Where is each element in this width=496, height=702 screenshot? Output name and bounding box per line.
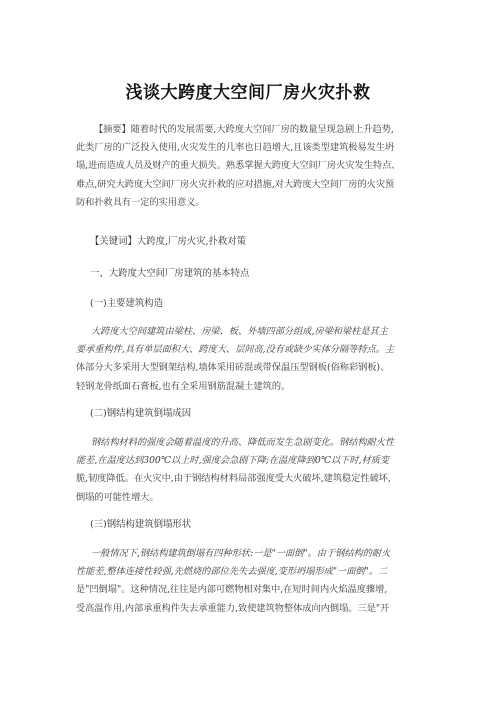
collapse-cause-paragraph	[76, 434, 436, 507]
paragraph-line: 倒塌的可能性增大。	[76, 491, 159, 503]
paragraph-line: 受高温作用,内部承重构件失去承重能力,致使建筑物整体成向内倒塌。三是"开	[76, 602, 390, 614]
subsection-heading: (二)钢结构建筑倒塌成因	[90, 408, 192, 419]
abstract-paragraph	[76, 121, 436, 212]
paragraph-line: 能差,在温度达到300℃以上时,强度会急剧下降;在温度降到0℃以下时,材质变	[76, 455, 390, 467]
paragraph-line: 脆,韧度降低。在火灾中,由于钢结构材料局部强度受大火破坏,建筑稳定性破坏,	[76, 473, 391, 485]
paragraph-line: 轻钢龙骨纸面石膏板,也有全采用钢筋混凝土建筑的。	[76, 380, 291, 392]
abstract-line: 塌,进而造成人员及财产的重大损失。熟悉掌握大跨度大空间厂房火灾发生特点、	[76, 160, 401, 172]
construction-paragraph	[76, 323, 436, 396]
abstract-line: 【摘要】随着时代的发展需要,大跨度大空间厂房的数量呈现急剧上升趋势,	[94, 124, 394, 135]
paragraph-line: 要承重构件,具有单层面积大、跨度大、层间高,没有或缺少实体分隔等特点。主	[76, 344, 395, 356]
abstract-line: 此类厂房的广泛投入使用,火灾发生的几率也日趋增大,且该类型建筑极易发生坍	[76, 142, 395, 154]
collapse-shape-paragraph	[76, 545, 436, 618]
subsection-heading: (三)钢结构建筑倒塌形状	[90, 519, 192, 530]
section-heading: 一、大跨度大空间厂房建筑的基本特点	[90, 268, 250, 279]
paragraph-line: 是"凹倒塌"。这种情况,往往是内部可燃物相对集中,在短时间内火焰温度骤增,	[76, 584, 388, 596]
paragraph-line: 性能差,整体连接性较强,先燃烧的部位先失去强度,变形坍塌形成"一面倒"。二	[76, 566, 388, 578]
keywords-line: 【关键词】大跨度,厂房火灾,扑救对策	[90, 236, 246, 247]
subsection-heading: (一)主要建筑构造	[90, 298, 163, 309]
paragraph-line: 钢结构材料的强度会随着温度的升高、降低而发生急剧变化。钢结构耐火性	[91, 437, 395, 448]
document-title: 浅谈大跨度大空间厂房火灾扑救	[125, 83, 371, 103]
paragraph-line: 体部分大多采用大型钢架结构,墙体采用砖混或带保温压型钢板(俗称彩钢板)、	[76, 362, 390, 374]
abstract-line: 防和扑救具有一定的实用意义。	[76, 196, 205, 208]
paragraph-line: 一般情况下,钢结构建筑倒塌有四种形状:一是"一面倒"。由于钢结构的耐火	[91, 548, 391, 559]
abstract-line: 难点,研究大跨度大空间厂房火灾扑救的应对措施,对大跨度大空间厂房的火灾预	[76, 178, 395, 190]
paragraph-line: 大跨度大空间建筑由梁柱、房梁、板、外墙四部分组成,房梁和梁柱是其主	[91, 326, 388, 337]
